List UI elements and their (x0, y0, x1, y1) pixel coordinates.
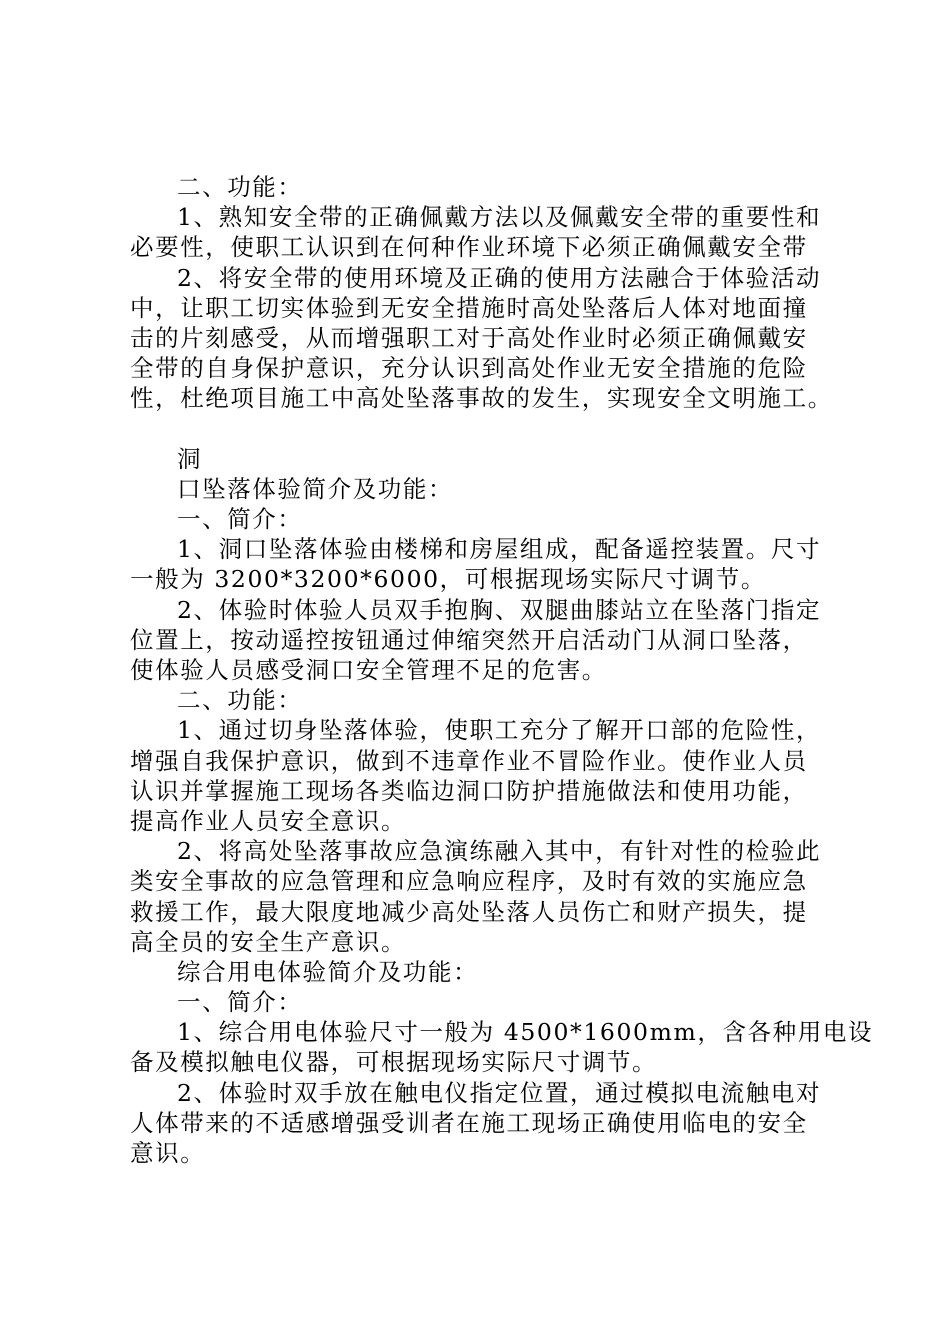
paragraph-line: 一般为 3200*3200*6000，可根据现场实际尺寸调节。 (130, 565, 766, 594)
paragraph-line: 1、通过切身坠落体验，使职工充分了解开口部的危险性， (177, 716, 822, 745)
section-heading-opening-fall: 口坠落体验简介及功能： (177, 474, 454, 503)
section-heading-electricity: 综合用电体验简介及功能： (177, 957, 479, 986)
paragraph-line: 位置上，按动遥控按钮通过伸缩突然开启活动门从洞口坠落， (130, 625, 808, 654)
paragraph-line: 认识并掌握施工现场各类临边洞口防护措施做法和使用功能， (130, 776, 808, 805)
paragraph-line: 2、体验时体验人员双手抱胸、双腿曲膝站立在坠落门指定 (177, 595, 822, 624)
document-body (130, 172, 874, 1168)
paragraph-line: 提高作业人员安全意识。 (130, 806, 407, 835)
paragraph-line: 2、将高处坠落事故应急演练融入其中，有针对性的检验此 (177, 837, 822, 866)
paragraph-line: 全带的自身保护意识，充分认识到高处作业无安全措施的危险 (130, 354, 808, 383)
paragraph-line: 增强自我保护意识，做到不违章作业不冒险作业。使作业人员 (130, 746, 808, 775)
paragraph-line: 必要性，使职工认识到在何种作业环境下必须正确佩戴安全带 (130, 233, 808, 262)
paragraph-line: 1、熟知安全带的正确佩戴方法以及佩戴安全带的重要性和 (177, 203, 822, 232)
paragraph-line: 2、将安全带的使用环境及正确的使用方法融合于体验活动 (177, 263, 822, 292)
blank-line (130, 414, 850, 444)
section-heading-functions: 二、功能： (177, 686, 303, 715)
paragraph-line: 使体验人员感受洞口安全管理不足的危害。 (130, 656, 607, 684)
paragraph-line: 击的片刻感受，从而增强职工对于高处作业时必须正确佩戴安 (130, 323, 808, 352)
paragraph-line: 2、体验时双手放在触电仪指定位置，通过模拟电流触电对 (177, 1078, 822, 1107)
paragraph-line: 类安全事故的应急管理和应急响应程序，及时有效的实施应急 (130, 867, 808, 896)
paragraph-line: 意识。 (130, 1139, 206, 1167)
section-heading-functions: 二、功能： (177, 173, 303, 201)
paragraph-line: 中，让职工切实体验到无安全措施时高处坠落后人体对地面撞 (130, 293, 808, 322)
paragraph-line: 性，杜绝项目施工中高处坠落事故的发生，实现安全文明施工。 (130, 384, 833, 413)
section-heading-intro: 一、简介： (177, 988, 303, 1017)
paragraph-line: 高全员的安全生产意识。 (130, 927, 407, 956)
paragraph-line: 人体带来的不适感增强受训者在施工现场正确使用临电的安全 (130, 1108, 808, 1137)
paragraph-line: 备及模拟触电仪器，可根据现场实际尺寸调节。 (130, 1048, 658, 1077)
paragraph-line: 1、洞口坠落体验由楼梯和房屋组成，配备遥控装置。尺寸 (177, 535, 822, 564)
paragraph-line: 1、综合用电体验尺寸一般为 4500*1600mm，含各种用电设 (177, 1018, 874, 1047)
section-heading-intro: 一、简介： (177, 505, 303, 534)
section-heading-fragment: 洞 (177, 444, 203, 473)
paragraph-line: 救援工作，最大限度地减少高处坠落人员伤亡和财产损失，提 (130, 897, 808, 926)
